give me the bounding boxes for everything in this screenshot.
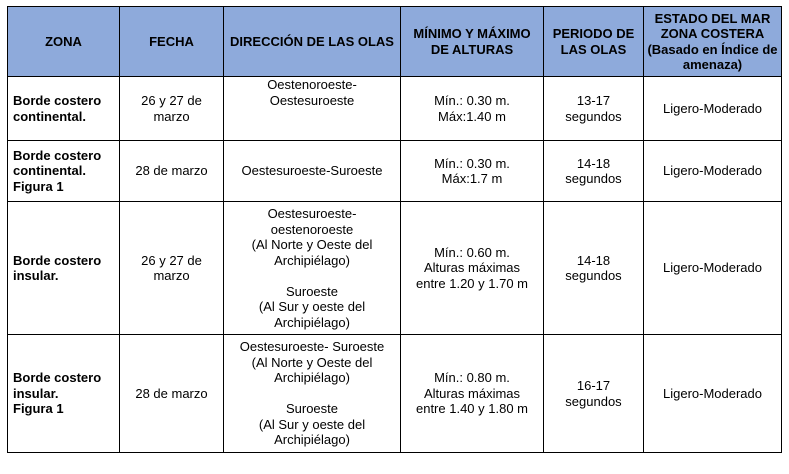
periodo-line: segundos: [565, 268, 622, 283]
zona-cell: [8, 335, 120, 453]
zona-cell: [8, 141, 120, 202]
estado-cell: Ligero-Moderado: [644, 141, 782, 202]
table-row: [8, 77, 782, 141]
header-fecha: FECHA: [120, 7, 224, 77]
direccion-spacer: [226, 386, 398, 402]
periodo-cell: [544, 141, 644, 202]
direccion-line: oestenoroeste: [270, 221, 354, 237]
periodo-line: 16-17: [576, 378, 611, 393]
periodo-line: 14-18: [576, 252, 611, 268]
direccion-line: Suroeste: [285, 283, 339, 299]
direccion-line: Oestesuroeste- Suroeste: [239, 339, 385, 355]
alturas-line: Alturas máximas: [423, 385, 521, 401]
alturas-line: Mín.: 0.60 m.: [434, 244, 510, 260]
zona-line: continental.: [13, 163, 86, 179]
periodo-line: 14-18: [576, 155, 611, 171]
periodo-line: 13-17: [576, 93, 611, 108]
alturas-line: Mín.: 0.30 m.: [434, 93, 510, 108]
direccion-line: Oestesuroeste: [269, 92, 355, 108]
periodo-cell: [544, 335, 644, 453]
alturas-cell: [401, 202, 544, 335]
direccion-cell: [224, 77, 401, 141]
zona-cell: [8, 202, 120, 335]
direccion-line: Oestesuroeste-Suroeste: [241, 163, 383, 179]
header-estado-line3: (Basado en Índice de amenaza): [647, 41, 778, 72]
alturas-line: Alturas máximas: [423, 260, 521, 276]
zona-line: continental.: [13, 108, 86, 124]
periodo-line: segundos: [565, 393, 622, 409]
zona-line: Borde costero: [13, 370, 102, 386]
direccion-line: Archipiélago): [274, 432, 350, 448]
alturas-line: Mín.: 0.80 m.: [434, 370, 510, 386]
zona-cell: [8, 77, 120, 141]
header-row: [8, 7, 782, 77]
fecha-cell: [120, 335, 224, 453]
fecha-line: 28 de marzo: [135, 385, 208, 401]
zona-line: Borde costero: [13, 147, 102, 163]
zona-line: Figura 1: [13, 178, 64, 194]
direccion-line: Archipiélago): [274, 314, 350, 330]
zona-line: insular.: [13, 385, 59, 401]
alturas-line: entre 1.40 y 1.80 m: [415, 401, 528, 417]
fecha-line: marzo: [153, 108, 190, 124]
header-estado-line1: ESTADO DEL MAR: [654, 10, 771, 26]
alturas-cell: [401, 335, 544, 453]
periodo-line: segundos: [565, 108, 622, 124]
table-row: [8, 141, 782, 202]
fecha-cell: [120, 141, 224, 202]
table-row: [8, 202, 782, 335]
direccion-line: (Al Norte y Oeste del: [251, 237, 373, 252]
direccion-line: Oestesuroeste-: [267, 206, 357, 221]
alturas-cell: [401, 141, 544, 202]
direccion-line: (Al Sur y oeste del: [258, 416, 366, 432]
zona-line: Figura 1: [13, 401, 64, 417]
estado-cell: Ligero-Moderado: [644, 335, 782, 453]
header-direccion: DIRECCIÓN DE LAS OLAS: [224, 7, 401, 77]
estado-cell: Ligero-Moderado: [644, 202, 782, 335]
fecha-cell: [120, 202, 224, 335]
direccion-spacer: [226, 268, 398, 284]
direccion-line: Archipiélago): [274, 252, 350, 268]
direccion-cell: [224, 202, 401, 335]
estado-cell: Ligero-Moderado: [644, 77, 782, 141]
periodo-cell: [544, 202, 644, 335]
direccion-line: (Al Norte y Oeste del: [251, 354, 373, 370]
alturas-line: entre 1.20 y 1.70 m: [415, 275, 528, 291]
zona-line: Borde costero: [13, 93, 102, 108]
fecha-line: 26 y 27 de: [141, 252, 202, 268]
header-alturas: MÍNIMO Y MÁXIMO DE ALTURAS: [401, 7, 544, 77]
fecha-line: marzo: [153, 268, 190, 283]
direccion-line: Suroeste: [285, 401, 339, 417]
forecast-table-container: [7, 6, 781, 466]
direccion-line: Archipiélago): [274, 370, 350, 386]
periodo-line: segundos: [565, 171, 622, 186]
fecha-line: 28 de marzo: [135, 163, 208, 179]
fecha-cell: [120, 77, 224, 141]
fecha-line: 26 y 27 de: [141, 93, 202, 108]
header-estado: [644, 7, 782, 77]
direccion-line: Oestenoroeste-: [267, 77, 357, 92]
alturas-line: Mín.: 0.30 m.: [434, 155, 510, 171]
header-zona: ZONA: [8, 7, 120, 77]
direccion-cell: [224, 335, 401, 453]
periodo-cell: [544, 77, 644, 141]
zona-line: insular.: [13, 268, 59, 283]
header-periodo: PERIODO DE LAS OLAS: [544, 7, 644, 77]
wave-forecast-table: [7, 6, 782, 453]
alturas-line: Máx:1.40 m: [438, 108, 506, 124]
table-row: [8, 335, 782, 453]
header-estado-line2: ZONA COSTERA: [660, 26, 765, 41]
zona-line: Borde costero: [13, 252, 102, 268]
direccion-line: (Al Sur y oeste del: [258, 299, 366, 314]
direccion-cell: [224, 141, 401, 202]
alturas-cell: [401, 77, 544, 141]
alturas-line: Máx:1.7 m: [441, 171, 503, 186]
